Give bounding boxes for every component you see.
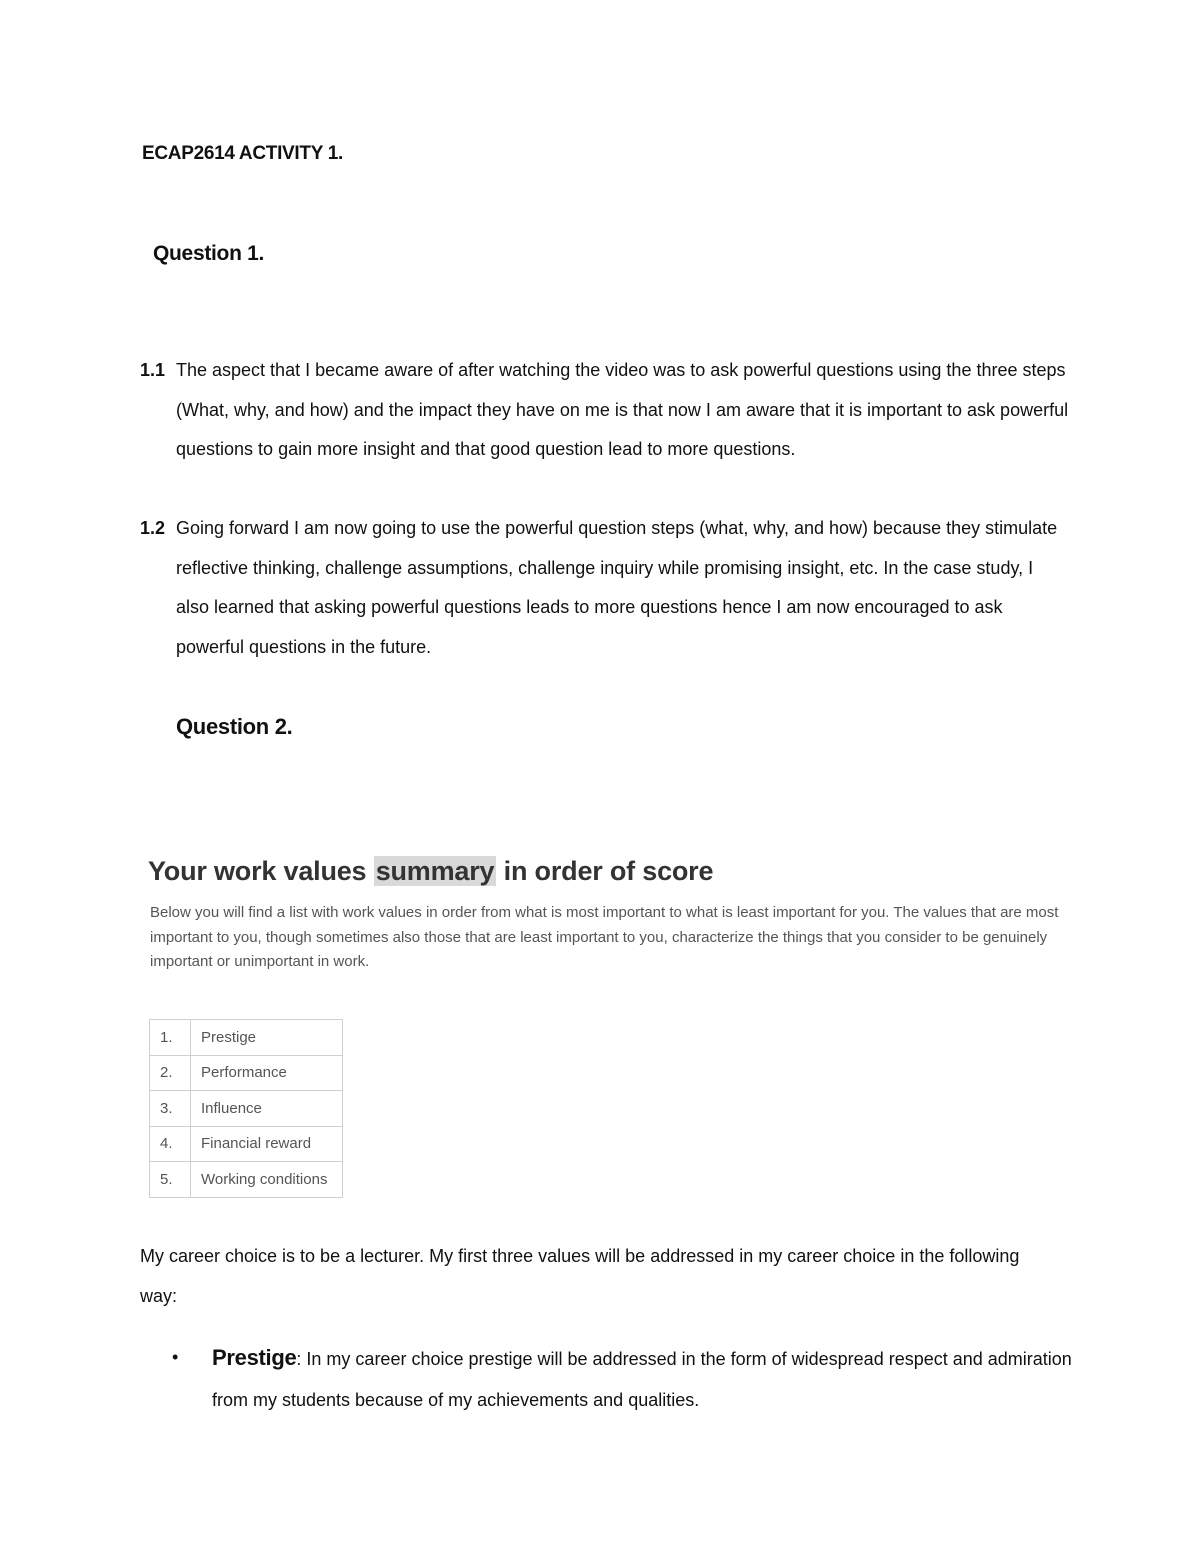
answer-item-1-2 bbox=[140, 509, 1070, 667]
value-cell: Influence bbox=[191, 1091, 343, 1127]
rank-cell: 1. bbox=[150, 1020, 191, 1056]
document-title: ECAP2614 ACTIVITY 1. bbox=[142, 143, 343, 164]
title-highlighted-word: summary bbox=[375, 856, 495, 886]
table-row bbox=[150, 1162, 343, 1198]
career-choice-paragraph: My career choice is to be a lecturer. My first three values will be addressed in my career choice in the following way: bbox=[140, 1246, 1020, 1306]
table-row bbox=[150, 1055, 343, 1091]
item-text: The aspect that I became aware of after watching the video was to ask powerful questions using the three steps (What, why, and how) and the impact they have on me is that now I am aware that it is important to ask powerful questions to gain more insight and that good question lead to more questions. bbox=[176, 360, 1069, 460]
work-values-table bbox=[149, 1019, 343, 1198]
rank-cell: 2. bbox=[150, 1055, 191, 1091]
table-row bbox=[150, 1091, 343, 1127]
value-cell: Performance bbox=[191, 1055, 343, 1091]
item-number: 1.2 bbox=[140, 518, 166, 538]
title-part-after: in order of score bbox=[496, 856, 714, 886]
rank-cell: 3. bbox=[150, 1091, 191, 1127]
question-2-heading: Question 2. bbox=[176, 714, 293, 739]
work-values-title bbox=[148, 856, 1068, 887]
work-values-screenshot bbox=[148, 856, 1068, 975]
bullet-term: Prestige bbox=[212, 1345, 297, 1370]
rank-cell: 5. bbox=[150, 1162, 191, 1198]
work-values-description: Below you will find a list with work values in order from what is most important to what is least important for you. The values that are most important to you, though sometimes also those that are least important to you, characterize the things that you consider to be genuinely important or unimportant in work. bbox=[150, 904, 1059, 970]
value-cell: Financial reward bbox=[191, 1126, 343, 1162]
title-part-before: Your work values bbox=[148, 856, 374, 886]
item-number: 1.1 bbox=[140, 360, 166, 380]
bullet-symbol: • bbox=[172, 1347, 179, 1367]
item-text: Going forward I am now going to use the powerful question steps (what, why, and how) because they stimulate reflective thinking, challenge assumptions, challenge inquiry while promising insight, etc. In the case study, I also learned that asking powerful questions leads to more questions hence I am now encouraged to ask powerful questions in the future. bbox=[176, 518, 1058, 657]
bullet-item-prestige bbox=[172, 1337, 1072, 1421]
table-row bbox=[150, 1020, 343, 1056]
question-1-heading: Question 1. bbox=[153, 242, 265, 265]
bullet-text: : In my career choice prestige will be addressed in the form of widespread respect and admiration from my students because of my achievements and qualities. bbox=[212, 1349, 1072, 1410]
table-row bbox=[150, 1126, 343, 1162]
answer-item-1-1 bbox=[140, 351, 1070, 470]
value-cell: Prestige bbox=[191, 1020, 343, 1056]
rank-cell: 4. bbox=[150, 1126, 191, 1162]
bullet-body bbox=[212, 1337, 1072, 1421]
value-cell: Working conditions bbox=[191, 1162, 343, 1198]
